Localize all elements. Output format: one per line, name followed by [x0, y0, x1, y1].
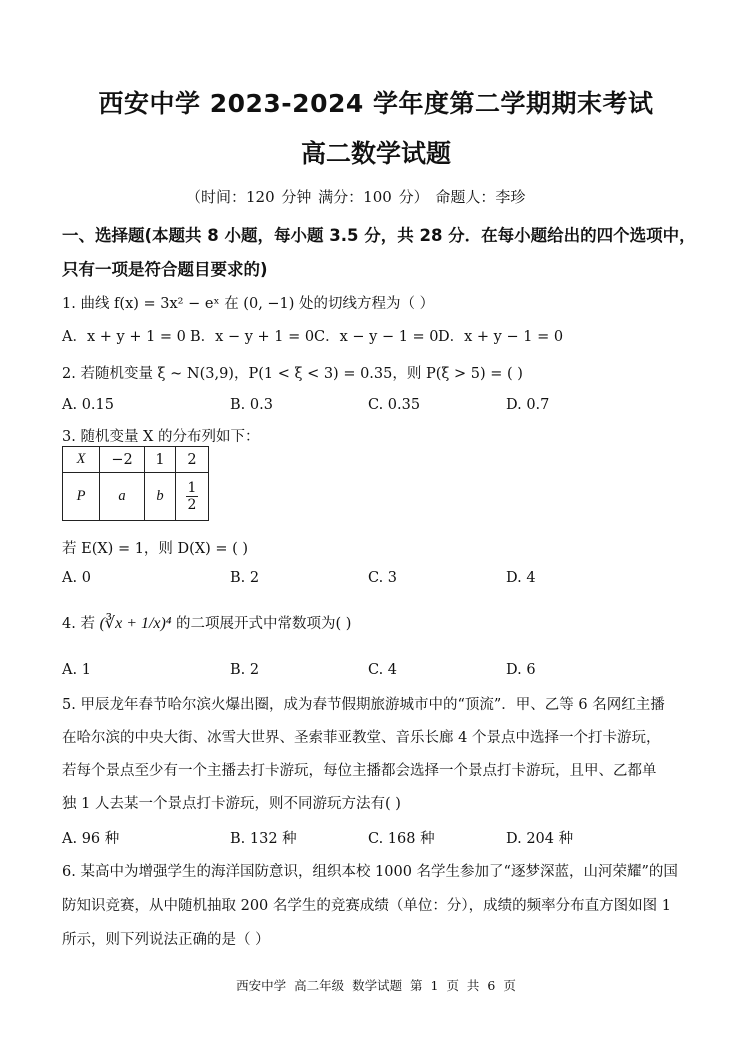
table-header-neg2: −2	[100, 447, 145, 473]
fraction-denominator: 2	[187, 497, 197, 513]
table-header-1: 1	[145, 447, 176, 473]
exam-info: （时间：120 分钟 满分：100 分） 命题人：李珍	[186, 188, 526, 206]
question-5-line-2: 在哈尔滨的中央大街、冰雪大世界、圣索菲亚教堂、音乐长廊 4 个景点中选择一个打卡游玩，	[62, 730, 661, 746]
question-5-option-b: B. 132 种	[230, 831, 297, 847]
table-cell-half	[176, 473, 209, 521]
question-4-stem	[62, 612, 351, 633]
question-5-line-3: 若每个景点至少有一个主播去打卡游玩，每位主播都会选择一个景点打卡游玩，且甲、乙都单	[62, 763, 657, 779]
question-4-option-d: D. 6	[506, 662, 536, 678]
question-5-option-c: C. 168 种	[368, 831, 435, 847]
question-4-option-a: A. 1	[62, 662, 91, 678]
exam-title: 西安中学 2023-2024 学年度第二学期期末考试	[98, 89, 654, 118]
fraction-numerator: 1	[187, 480, 197, 496]
exam-subtitle: 高二数学试题	[300, 139, 451, 168]
question-4-suffix: 的二项展开式中常数项为( )	[176, 616, 352, 632]
table-row-label-p: P	[63, 473, 100, 521]
question-3-stem: 3. 随机变量 X 的分布列如下：	[62, 429, 260, 445]
question-6-line-3: 所示，则下列说法正确的是（ ）	[62, 932, 270, 948]
table-header-2: 2	[176, 447, 209, 473]
distribution-table	[62, 446, 209, 521]
question-2-stem: 2. 若随机变量 ξ ~ N(3,9)，P(1 < ξ < 3) = 0.35，则 P(ξ > 5) = ( )	[62, 366, 523, 382]
section-heading-line2: 只有一项是符合题目要求的)	[62, 260, 268, 279]
question-2-option-a: A. 0.15	[62, 397, 114, 413]
question-3-option-c: C. 3	[368, 570, 398, 586]
question-5-option-a: A. 96 种	[62, 831, 120, 847]
question-1-option-b: B．x − y + 1 = 0	[190, 329, 315, 345]
question-5-option-d: D. 204 种	[506, 831, 574, 847]
question-2-option-c: C. 0.35	[368, 397, 421, 413]
table-cell-a: a	[100, 473, 145, 521]
section-heading-line1: 一、选择题(本题共 8 小题，每小题 3.5 分，共 28 分．在每小题给出的四个选项中，	[62, 226, 696, 245]
table-header-x: X	[63, 447, 100, 473]
question-4-option-c: C. 4	[368, 662, 398, 678]
question-2-option-d: D. 0.7	[506, 397, 550, 413]
question-1-option-d: D．x + y − 1 = 0	[438, 329, 564, 345]
question-3-option-b: B. 2	[230, 570, 260, 586]
question-4-option-b: B. 2	[230, 662, 260, 678]
question-6-line-1: 6. 某高中为增强学生的海洋国防意识，组织本校 1000 名学生参加了“逐梦深蓝，山河荣耀”的国	[62, 864, 678, 880]
question-4-prefix: 4. 若	[62, 616, 95, 632]
question-3-option-d: D. 4	[506, 570, 536, 586]
question-5-line-1: 5. 甲辰龙年春节哈尔滨火爆出圈，成为春节假期旅游城市中的“顶流”．甲、乙等 6 名网红主播	[62, 697, 665, 713]
question-1-stem: 1. 曲线 f(x) = 3x² − eˣ 在 (0, −1) 处的切线方程为（ ）	[62, 296, 435, 312]
question-2-option-b: B. 0.3	[230, 397, 273, 413]
fraction-one-half	[186, 480, 199, 513]
question-1-option-a: A．x + y + 1 = 0	[62, 329, 186, 345]
question-1-option-c: C．x − y − 1 = 0	[314, 329, 439, 345]
question-3-option-a: A. 0	[62, 570, 91, 586]
question-6-line-2: 防知识竞赛，从中随机抽取 200 名学生的竞赛成绩（单位：分），成绩的频率分布直方图如图 1	[62, 898, 671, 914]
question-3-follow: 若 E(X) = 1，则 D(X) = ( )	[62, 541, 249, 557]
page-footer: 西安中学 高二年级 数学试题 第 1 页 共 6 页	[236, 978, 516, 993]
table-cell-b: b	[145, 473, 176, 521]
question-5-line-4: 独 1 人去某一个景点打卡游玩，则不同游玩方法有( )	[62, 796, 401, 812]
binomial-expression: (∛x + 1/x)⁴	[99, 615, 172, 632]
